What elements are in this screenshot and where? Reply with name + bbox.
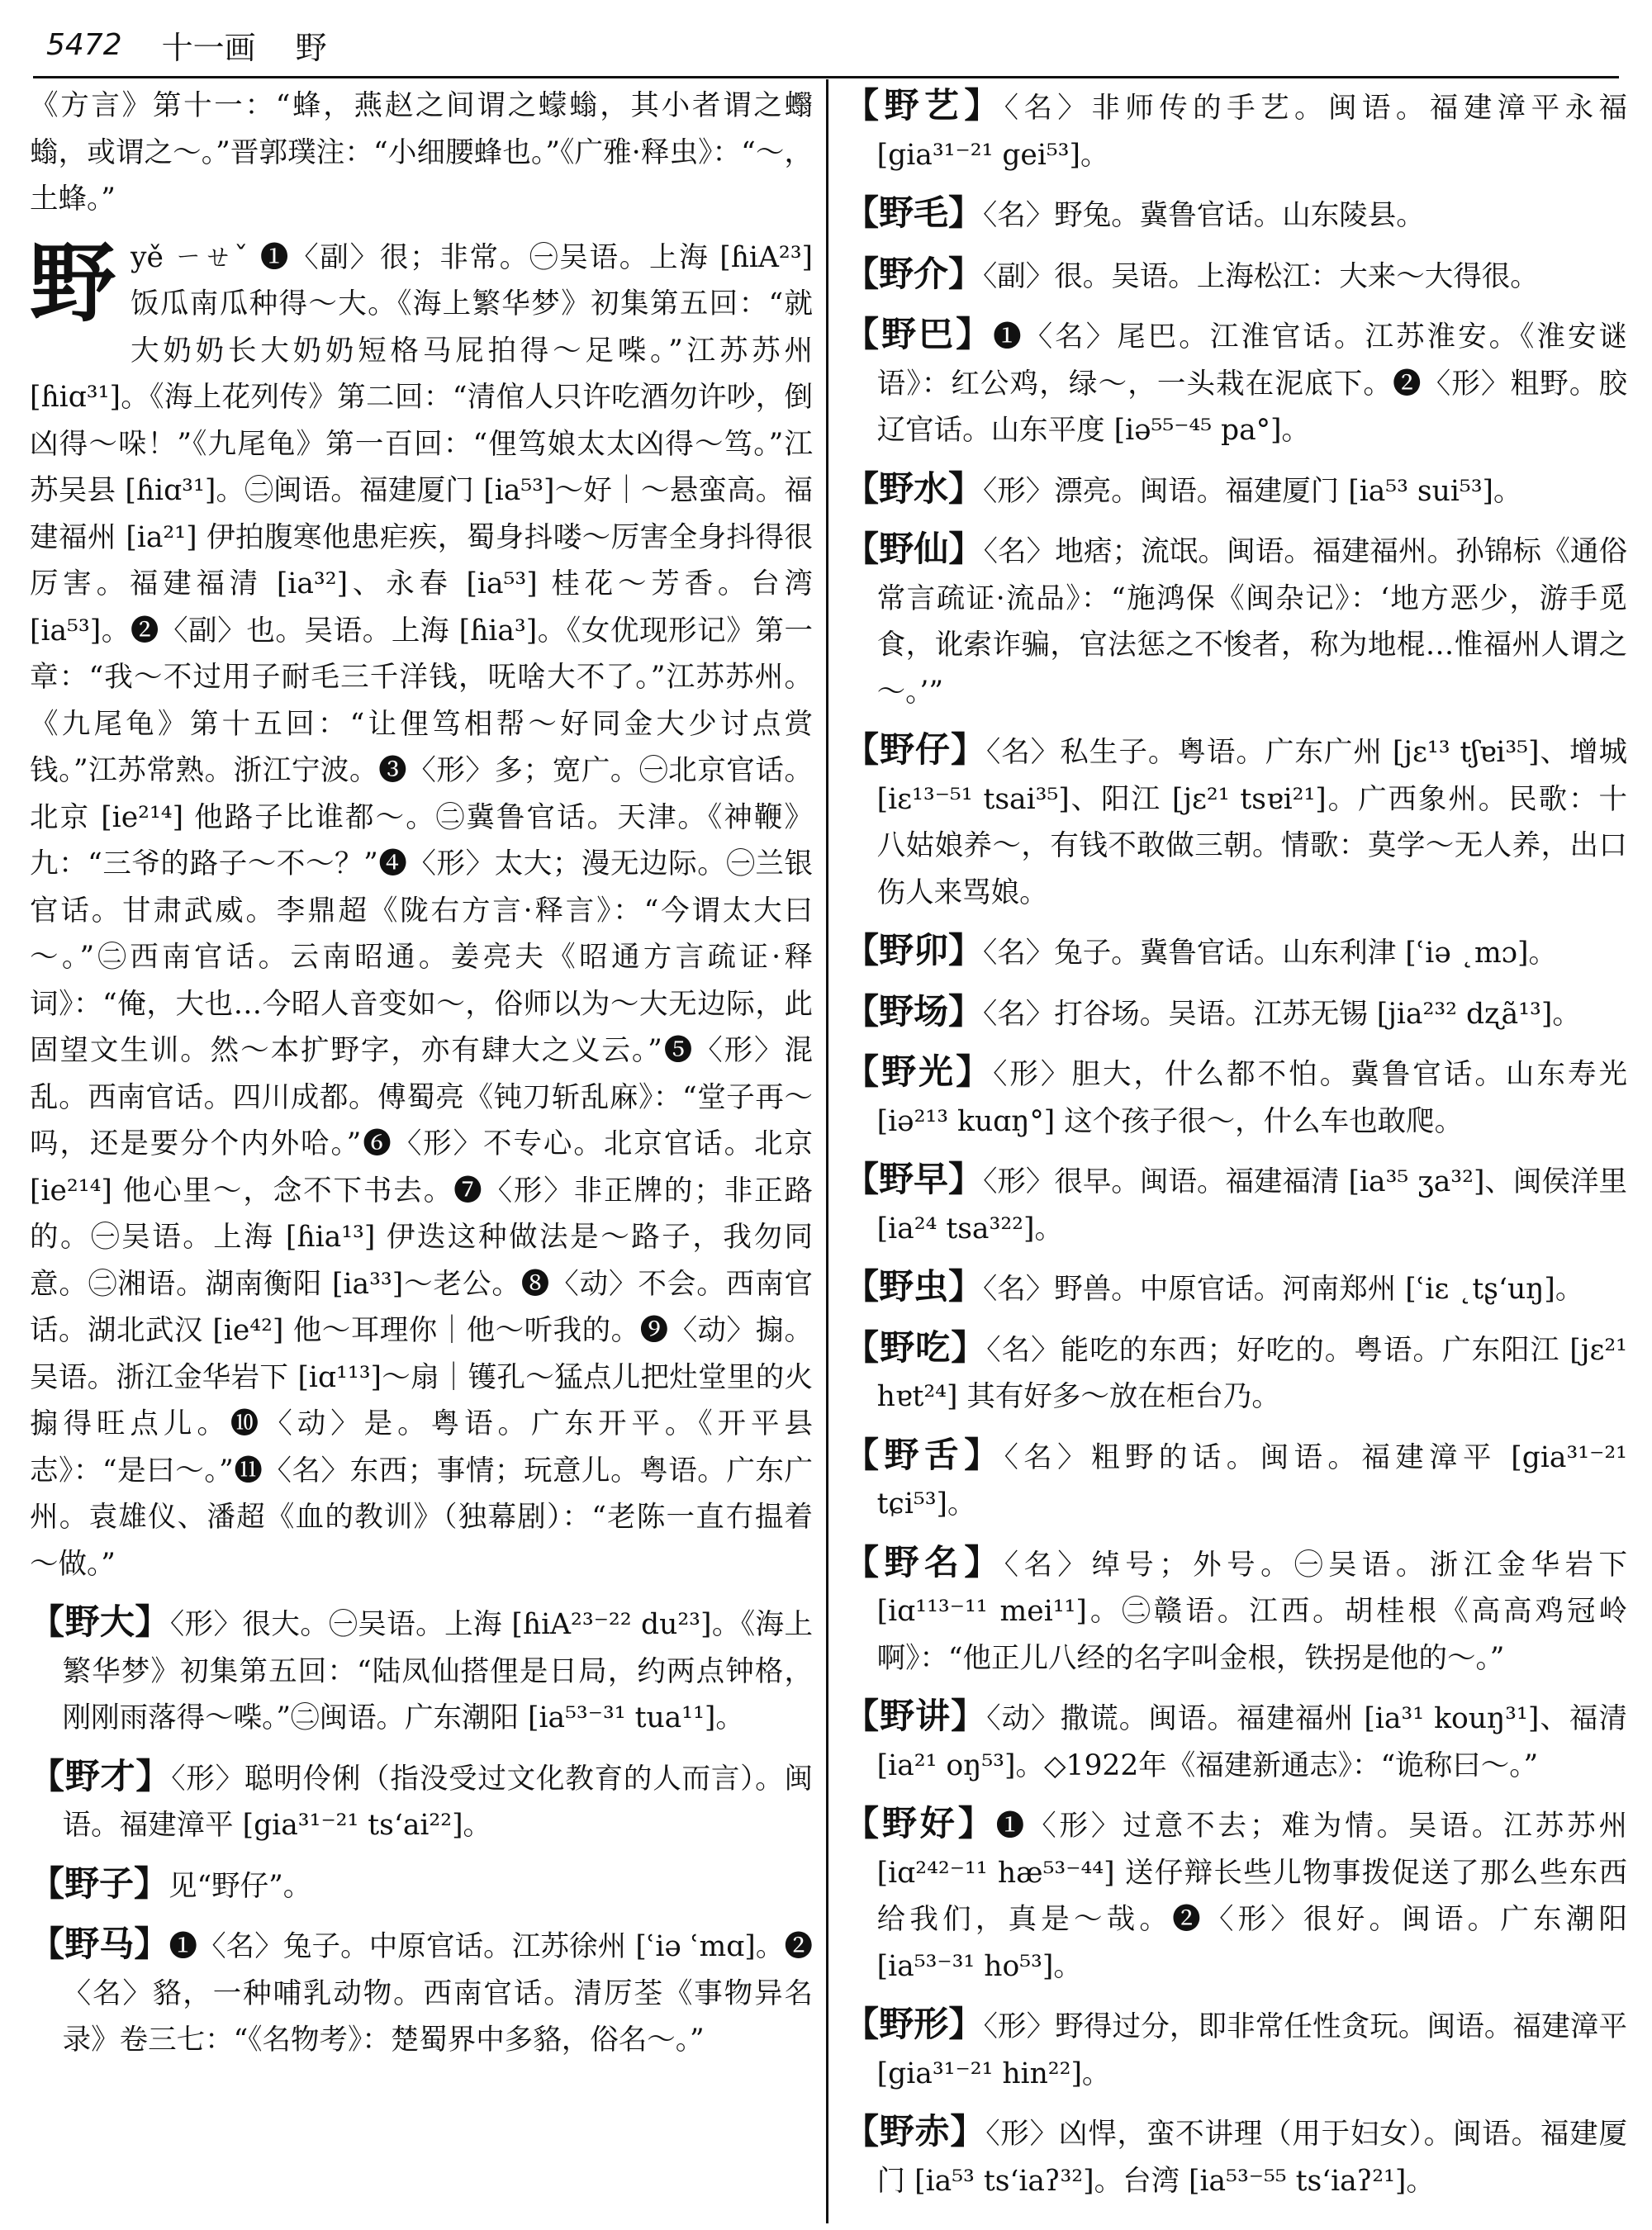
- entry-definition: ❶〈名〉尾巴。江淮官话。江苏淮安。《淮安谜语》：红公鸡，绿～，一头栽在泥底下。❷〈形〉粗野。胶辽官话。山东平度 [iə⁵⁵⁻⁴⁵ pa°]。: [876, 320, 1627, 447]
- entry-headword: 【野讲】: [844, 1696, 987, 1736]
- entry: [844, 526, 1627, 715]
- entry-definition: 〈名〉野兽。中原官话。河南郑州 [ʿiɛ ˛tʂ‘uŋ]。: [983, 1273, 1584, 1306]
- entry-headword: 【野毛】: [844, 192, 984, 233]
- entry: [844, 1801, 1627, 1990]
- entry-headword: 【野仙】: [844, 529, 984, 569]
- entry-definition: 〈名〉兔子。冀鲁官话。山东利津 [ʿiə ˛mɔ]。: [983, 937, 1557, 970]
- entry: [844, 2001, 1627, 2097]
- entry-headword: 【野虫】: [844, 1266, 984, 1307]
- header-rule: [33, 76, 1619, 78]
- entry: [30, 1861, 813, 1910]
- entry: [30, 1753, 813, 1849]
- entry-headword: 【野介】: [844, 253, 984, 294]
- entry-headword: 【野形】: [844, 2004, 984, 2044]
- entry-definition: 〈形〉很早。闽语。福建福清 [ia³⁵ ʒa³²]、闽侯洋里 [ia²⁴ tsa³²²]。: [876, 1165, 1627, 1245]
- entry: [844, 928, 1627, 977]
- entry: [844, 727, 1627, 916]
- entry-definition: 〈形〉漂亮。闽语。福建厦门 [ia⁵³ sui⁵³]。: [983, 474, 1522, 508]
- entry-headword: 【野早】: [844, 1159, 984, 1199]
- entry-definition: 〈形〉很大。㊀吴语。上海 [ɦiA²³⁻²² du²³]。《海上繁华梦》初集第五回：“陆凤仙搭俚是日局，约两点钟格，刚刚雨落得～喍。”㊁闽语。广东潮阳 [ia⁵³⁻³¹ tua¹¹]。: [62, 1608, 813, 1734]
- entry: [30, 1921, 813, 2064]
- stroke-section: 十一画: [161, 29, 256, 66]
- entry-headword: 【野马】: [30, 1924, 169, 1964]
- entry: [844, 466, 1627, 515]
- entry-headword: 【野场】: [844, 990, 984, 1032]
- entry-definition: 〈形〉野得过分，即非常任性贪玩。闽语。福建漳平 [gia³¹⁻²¹ hin²²]。: [876, 2010, 1627, 2090]
- entry-headword: 【野仔】: [844, 729, 987, 770]
- entry: [844, 2109, 1627, 2204]
- entry-definition: 〈形〉凶悍，蛮不讲理（用于妇女）。闽语。福建厦门 [ia⁵³ ts‘iaʔ³²]。台湾 [ia⁵³⁻⁵⁵ ts‘iaʔ²¹]。: [876, 2118, 1627, 2198]
- right-column: [844, 83, 1627, 2222]
- entry: [30, 1599, 813, 1742]
- left-column: [30, 83, 813, 2222]
- continuation-paragraph: 《方言》第十一：“蜂，燕赵之间谓之蠓螉，其小者谓之蠮螉，或谓之～。”晋郭璞注：“小细腰蜂也。”《广雅·释虫》：“～，土蜂。”: [30, 89, 813, 216]
- entry: [844, 1264, 1627, 1313]
- entry-headword: 【野光】: [844, 1051, 994, 1092]
- entry: [844, 1049, 1627, 1145]
- entry-headword: 【野才】: [30, 1755, 172, 1796]
- entry-definition: 〈名〉地痞；流氓。闽语。福建福州。孙锦标《通俗常言疏证·流品》：“施鸿保《闽杂记》：‘地方恶少，游手觅食，讹索诈骗，官法惩之不悛者，称为地棍…惟福州人谓之～。’”: [876, 535, 1627, 709]
- entry-definition: ❶〈名〉兔子。中原官话。江苏徐州 [ʿiə ʿmɑ]。❷〈名〉貉，一种哺乳动物。西南官话。清厉荃《事物异名录》卷三七：“《名物考》：楚蜀界中多貉，俗名～。”: [62, 1930, 813, 2057]
- entry-definition: 〈名〉非师传的手艺。闽语。福建漳平永福 [gia³¹⁻²¹ gei⁵³]。: [876, 92, 1627, 172]
- entry-headword: 【野艺】: [844, 85, 1004, 126]
- entry-headword: 【野吃】: [844, 1326, 987, 1368]
- entry: [844, 1540, 1627, 1682]
- column-divider: [826, 79, 828, 2223]
- entry-definition: ❶〈形〉过意不去；难为情。吴语。江苏苏州 [iɑ²⁴²⁻¹¹ hæ⁵³⁻⁴⁴] 送仔辩长些儿物事拨促送了那么些东西给我们，真是～哉。❷〈形〉很好。闽语。广东潮阳 [ia⁵³⁻³¹ ho⁵³]。: [876, 1810, 1627, 1983]
- entry-headword: 【野赤】: [844, 2111, 986, 2152]
- entry-headword: 【野舌】: [844, 1434, 1004, 1475]
- entry-headword: 【野水】: [844, 467, 984, 509]
- entry: [844, 251, 1627, 301]
- entry-headword: 【野卯】: [844, 930, 984, 970]
- entry: [844, 1325, 1627, 1421]
- entry-definition: 〈名〉打谷场。吴语。江苏无锡 [jia²³² dʐã¹³]。: [983, 997, 1581, 1031]
- head-entry: [30, 231, 813, 1588]
- head-character: 野: [30, 231, 116, 334]
- entry-definition: 〈名〉私生子。粤语。广东广州 [jɛ¹³ tʃɐi³⁵]、增城 [iɛ¹³⁻⁵¹ tsai³⁵]、阳江 [jɛ²¹ tsɐi²¹]。广西象州。民歌：十八姑娘养～，有钱不敢做三朝。情歌：莫学～无人养，出口伤人来骂娘。: [876, 736, 1627, 909]
- entry-definition: 〈副〉很。吴语。上海松江：大来～大得很。: [983, 259, 1539, 293]
- entry-headword: 【野巴】: [844, 314, 994, 354]
- entry-definition: 〈名〉能吃的东西；好吃的。粤语。广东阳江 [jɛ²¹ hɐt²⁴] 其有好多～放在柜台乃。: [876, 1333, 1627, 1413]
- entry: [844, 1432, 1627, 1528]
- entry: [844, 989, 1627, 1038]
- entry-definition: 〈名〉绰号；外号。㊀吴语。浙江金华岩下 [iɑ¹¹³⁻¹¹ mei¹¹]。㊁赣语。江西。胡桂根《高高鸡冠岭啊》：“他正儿八经的名字叫金根，铁拐是他的～。”: [876, 1548, 1627, 1675]
- header-character: 野: [295, 29, 327, 66]
- entry-definition: 见“野仔”。: [169, 1869, 312, 1903]
- page-number: 5472: [46, 27, 122, 62]
- entry-definition: 〈形〉胆大，什么都不怕。冀鲁官话。山东寿光 [iə²¹³ kuɑŋ°] 这个孩子很～，什么车也敢爬。: [876, 1058, 1627, 1138]
- entry-headword: 【野好】: [844, 1803, 996, 1843]
- entry-headword: 【野子】: [30, 1862, 169, 1904]
- entry-definition: 〈动〉撒谎。闽语。福建福州 [ia³¹ kouŋ³¹]、福清 [ia²¹ oŋ⁵³]。◇1922年《福建新通志》：“诡称曰～。”: [876, 1702, 1627, 1782]
- entry: [844, 83, 1627, 178]
- entry-definition: 〈形〉聪明伶俐（指没受过文化教育的人而言）。闽语。福建漳平 [gia³¹⁻²¹ ts‘ai²²]。: [62, 1762, 813, 1842]
- entry: [844, 311, 1627, 454]
- entry: [844, 1156, 1627, 1252]
- head-entry-text: yě ㄧㄝˇ ❶〈副〉很；非常。㊀吴语。上海 [ɦiA²³] 饭瓜南瓜种得～大。《海上繁华梦》初集第五回：“就大奶奶长大奶奶短格马屁拍得～足喍。”江苏苏州 [ɦiɑ³¹]。《海上花列传》第二回：“清倌人只许吃酒勿许吵，倒凶得～哚！”《九尾龟》第一百回：“俚笃娘太太凶得～笃。”江苏吴县 [ɦiɑ³¹]。㊁闽语。福建厦门 [ia⁵³]～好｜～悬蛮高。福建福州 [ia²¹] 伊拍腹寒他患疟疾，蜀身抖喽～厉害全身抖得很厉害。福建福清 [ia³²]、永春 [ia⁵³] 桂花～芳香。台湾 [ia⁵³]。❷〈副〉也。吴语。上海 [ɦia³]。《女优现形记》第一章：“我～不过用子耐毛三千洋钱，呒啥大不了。”江苏苏州。《九尾龟》第十五回：“让俚笃相帮～好同金大少讨点赏钱。”江苏常熟。浙江宁波。❸〈形〉多；宽广。㊀北京官话。北京 [ie²¹⁴] 他路子比谁都～。㊁冀鲁官话。天津。《神鞭》九：“三爷的路子～不～？”❹〈形〉太大；漫无边际。㊀兰银官话。甘肃武威。李鼎超《陇右方言·释言》：“今谓太大曰～。”㊁西南官话。云南昭通。姜亮夫《昭通方言疏证·释词》：“俺，大也…今昭人音变如～，俗师以为～大无边际，此固望文生训。然～本扩野字，亦有肆大之义云。”❺〈形〉混乱。西南官话。四川成都。傅蜀亮《钝刀斩乱麻》：“堂子再～吗，还是要分个内外哈。”❻〈形〉不专心。北京官话。北京 [ie²¹⁴] 他心里～，念不下书去。❼〈形〉非正牌的；非正路的。㊀吴语。上海 [ɦia¹³] 伊迭这种做法是～路子，我勿同意。㊁湘语。湖南衡阳 [ia³³]～老公。❽〈动〉不会。西南官话。湖北武汉 [ie⁴²] 他～耳理你｜他～听我的。❾〈动〉搧。吴语。浙江金华岩下 [iɑ¹¹³]～扇｜镬孔～猛点儿把灶堂里的火搧得旺点儿。❿〈动〉是。粤语。广东开平。《开平县志》：“是曰～。”⓫〈名〉东西；事情；玩意儿。粤语。广东广州。袁雄仪、潘超《血的教训》（独幕剧）：“老陈一直冇揾着～做。”: [30, 240, 813, 1581]
- entry-definition: 〈名〉粗野的话。闽语。福建漳平 [gia³¹⁻²¹ tɕi⁵³]。: [876, 1440, 1627, 1521]
- entry-headword: 【野大】: [30, 1601, 170, 1642]
- page-header: [46, 15, 1606, 74]
- entry-headword: 【野名】: [844, 1541, 1004, 1582]
- entry-definition: 〈名〉野兔。冀鲁官话。山东陵县。: [983, 199, 1425, 232]
- entry: [844, 190, 1627, 240]
- entry: [844, 1693, 1627, 1789]
